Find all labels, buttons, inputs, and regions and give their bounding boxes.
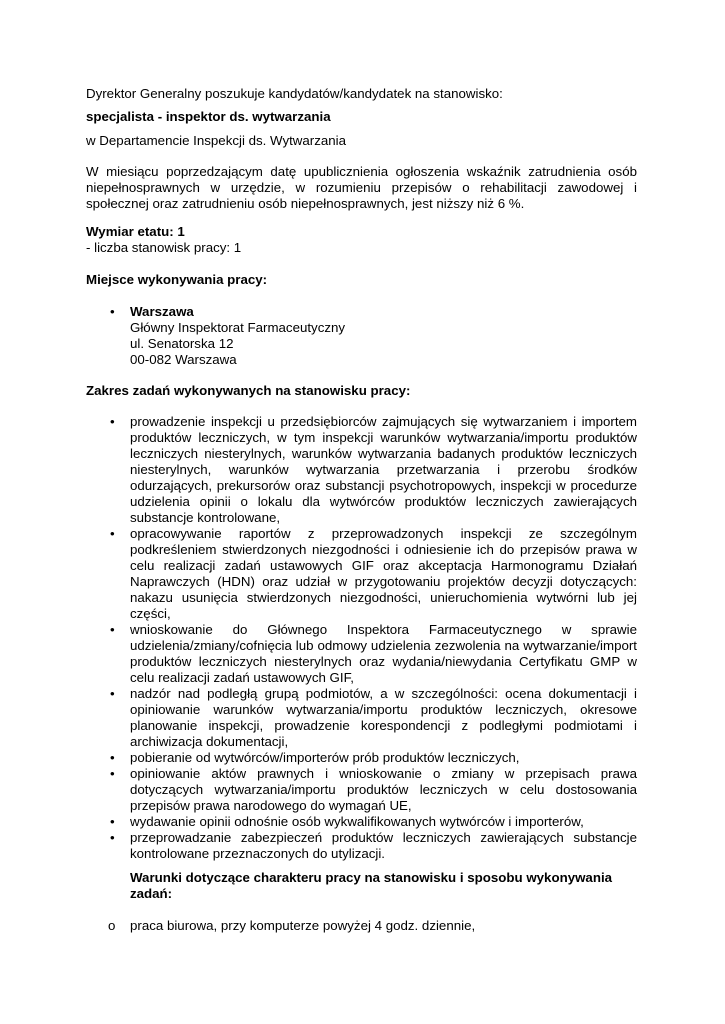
bullet-icon: • [110, 526, 115, 541]
bullet-icon: • [110, 750, 115, 765]
bullet-icon: • [110, 814, 115, 829]
employment-label: Wymiar etatu: 1 [86, 224, 185, 239]
duty-item [86, 750, 637, 766]
duty-text: opracowywanie raportów z przeprowadzonych inspekcji ze szczególnym podkreśleniem stwierdzonych niezgodności i odniesienie ich do przepisów prawa w celu realizacji zadań ustawowych GIF oraz akceptacja Harmonogramu Działań Naprawczych (HDN) oraz udział w przygotowaniu projektów decyzji dotyczących: nakazu usunięcia stwierdzonych niezgodności, unieruchomienia wytwórni lub jej części, [130, 526, 637, 621]
duty-text: prowadzenie inspekcji u przedsiębiorców zajmujących się wytwarzaniem i importem produktów leczniczych, w tym inspekcji warunków wytwarzania/importu produktów leczniczych niesterylnych, warunków wytwarzania badanych produktów leczniczych niesterylnych, warunków wytwarzania przetwarzania i przerobu środków odurzających, prekursorów oraz substancji psychotropowych, inspekcji w procedurze udzielenia opinii o lokalu dla wytwórców produktów leczniczych zawierających substancje kontrolowane, [130, 414, 637, 525]
duty-text: opiniowanie aktów prawnych i wnioskowanie o zmiany w przepisach prawa dotyczących wytwarzania/importu produktów leczniczych w celu dostosowania przepisów prawa narodowego do wymagań UE, [130, 766, 637, 813]
duty-item [86, 686, 637, 750]
bullet-icon: • [110, 414, 115, 429]
conditions-heading-line1: Warunki dotyczące charakteru pracy na stanowisku i sposobu wykonywania [130, 870, 613, 885]
position-title: specjalista - inspektor ds. wytwarzania [86, 109, 331, 124]
workplace-bullet: • [110, 304, 115, 319]
duty-text: pobieranie od wytwórców/importerów prób produktów leczniczych, [130, 750, 520, 765]
duty-item [86, 830, 637, 862]
workplace-street: ul. Senatorska 12 [130, 336, 234, 351]
workplace-city: Warszawa [130, 304, 194, 319]
positions-count: - liczba stanowisk pracy: 1 [86, 240, 242, 255]
disability-notice: W miesiącu poprzedzającym datę upublicznienia ogłoszenia wskaźnik zatrudnienia osób niepełnosprawnych w urzędzie, w rozumieniu przepisów o rehabilitacji zawodowej i społecznej oraz zatrudnieniu osób niepełnosprawnych, jest niższy niż 6 %. [86, 164, 637, 211]
duties-list [86, 414, 637, 862]
duty-item [86, 414, 637, 526]
duties-heading: Zakres zadań wykonywanych na stanowisku pracy: [86, 383, 411, 398]
intro-text: Dyrektor Generalny poszukuje kandydatów/kandydatek na stanowisko: [86, 86, 503, 101]
bullet-icon: • [110, 686, 115, 701]
duty-item [86, 814, 637, 830]
duty-item [86, 526, 637, 622]
duty-text: wydawanie opinii odnośnie osób wykwalifikowanych wytwórców i importerów, [130, 814, 584, 829]
conditions-item: praca biurowa, przy komputerze powyżej 4 godz. dziennie, [130, 918, 476, 933]
duty-text: nadzór nad podległą grupą podmiotów, a w szczególności: ocena dokumentacji i opiniowanie warunków wytwarzania/importu produktów leczniczych, okresowe planowanie inspekcji, prowadzenie korespondencji z podległymi podmiotami i archiwizacja dokumentacji, [130, 686, 637, 749]
conditions-heading-line2: zadań: [130, 886, 173, 901]
duty-text: przeprowadzanie zabezpieczeń produktów leczniczych zawierających substancje kontrolowane przeznaczonych do utylizacji. [130, 830, 637, 861]
department-text: w Departamencie Inspekcji ds. Wytwarzania [86, 133, 347, 148]
workplace-heading: Miejsce wykonywania pracy: [86, 272, 268, 287]
circle-bullet-icon: o [108, 918, 116, 933]
duty-item [86, 622, 637, 686]
bullet-icon: • [110, 622, 115, 637]
duty-item [86, 766, 637, 814]
workplace-institution: Główny Inspektorat Farmaceutyczny [130, 320, 346, 335]
bullet-icon: • [110, 766, 115, 781]
workplace-postal: 00-082 Warszawa [130, 352, 237, 367]
duty-text: wnioskowanie do Głównego Inspektora Farmaceutycznego w sprawie udzielenia/zmiany/cofnięcia lub odmowy udzielenia zezwolenia na wytwarzanie/import produktów leczniczych niesterylnych oraz wydania/niewydania Certyfikatu GMP w celu realizacji zadań ustawowych GIF, [130, 622, 637, 685]
bullet-icon: • [110, 830, 115, 845]
